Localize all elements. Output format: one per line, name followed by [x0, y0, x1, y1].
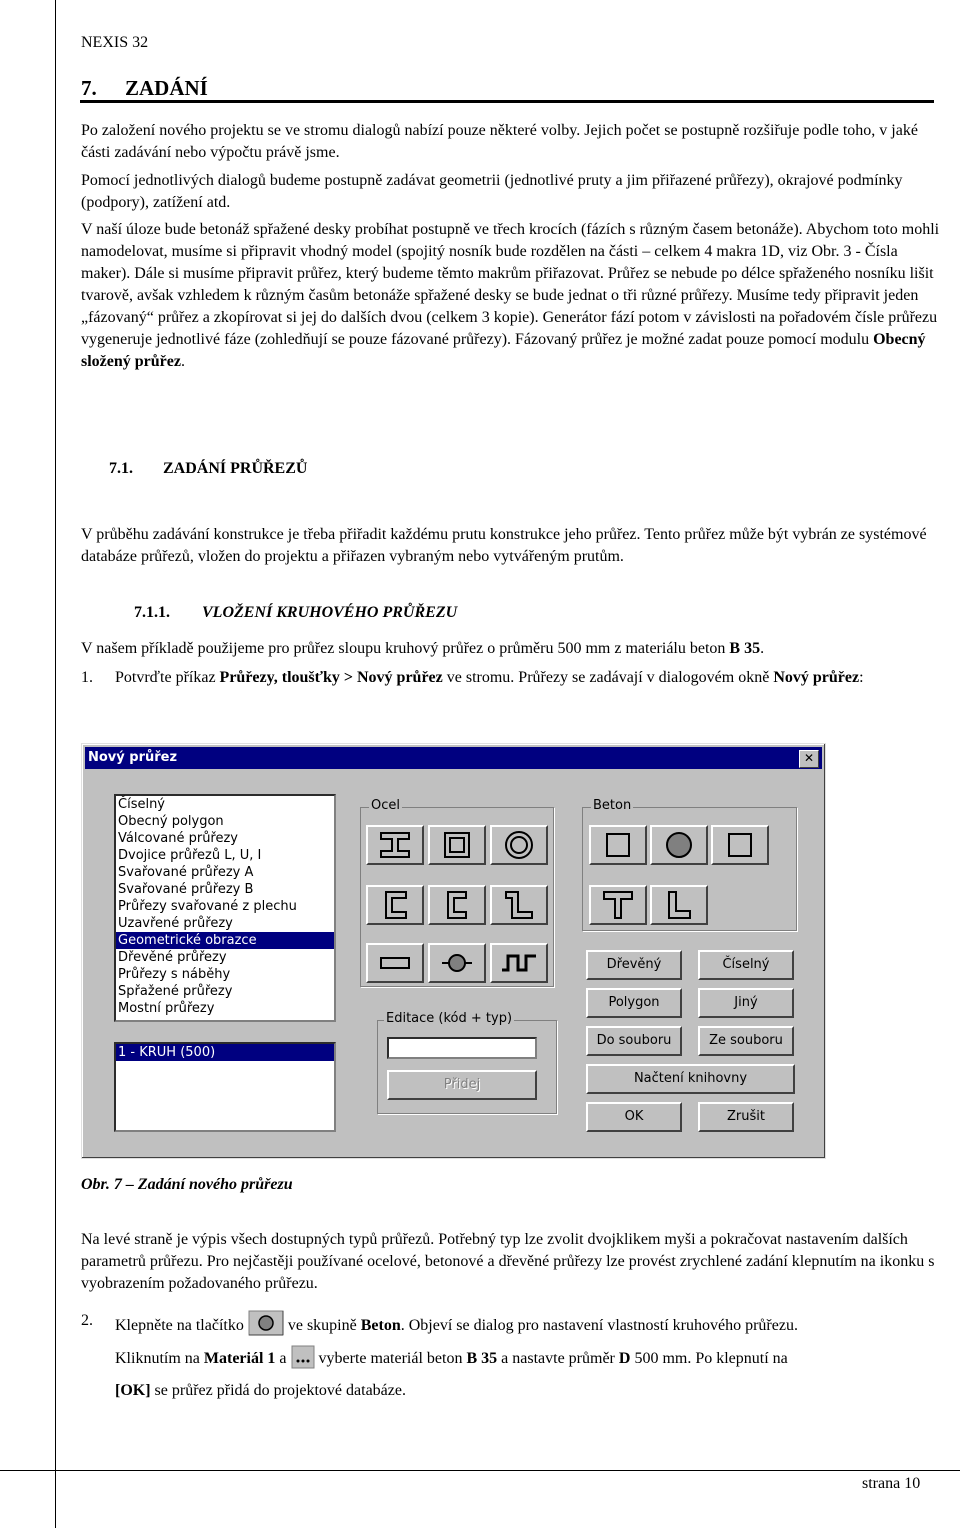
concrete-l-section-button[interactable]	[650, 885, 708, 925]
chapter-number: 7.	[81, 76, 97, 100]
new-section-dialog	[81, 743, 826, 1159]
intro-paragraph-2: Pomocí jednotlivých dialogů budeme postupně zadávat geometrii (jednotlivé pruty a jim přiřazené průřezy), okrajové podmínky (podpory), zatížení atd.	[81, 172, 903, 211]
steel-i-section-button[interactable]	[366, 825, 424, 865]
step-2-number: 2.	[81, 1312, 93, 1329]
after-figure-paragraph: Na levé straně je výpis všech dostupných typů průřezů. Potřebný typ lze zvolit dvojklikem myši a pokračovat nastavením dalších parametrů průřezu. Pro nejčastěji používané ocelové, betonové a dřevěné průřezy lze provést zrychlené zadání klepnutím na ikonku s vyobrazením požadovaného průřezu.	[81, 1231, 935, 1292]
ellipsis-button-icon	[291, 1345, 315, 1378]
chapter-title: ZADÁNÍ	[125, 76, 208, 100]
timber-button[interactable]: Dřevěný	[586, 950, 682, 980]
list-item[interactable]: Svařované průřezy B	[118, 882, 254, 897]
list-item[interactable]: Svařované průřezy A	[118, 865, 254, 880]
step-1-text	[115, 667, 945, 689]
steel-box-section-button[interactable]	[428, 825, 486, 865]
numeric-button[interactable]: Číselný	[698, 950, 794, 980]
load-from-file-button[interactable]: Ze souboru	[698, 1026, 794, 1056]
steel-channel-section-button[interactable]	[366, 885, 424, 925]
step2-a: Klepněte na tlačítko	[115, 1317, 248, 1334]
intro-paragraph-3	[81, 219, 941, 373]
steel-round-bar-button[interactable]	[428, 943, 486, 983]
footer-rule	[0, 1470, 960, 1471]
list-item[interactable]: Průřezy s náběhy	[118, 967, 231, 982]
chapter-rule	[80, 100, 934, 103]
dialog-titlebar	[85, 747, 822, 769]
step2-b: ve skupině	[283, 1317, 361, 1334]
list-item[interactable]: Dvojice průřezů L, U, I	[118, 848, 262, 863]
intro-p3-end: .	[180, 353, 185, 370]
section-heading	[109, 460, 307, 478]
step-2-text	[115, 1310, 945, 1404]
polygon-button[interactable]: Polygon	[586, 988, 682, 1018]
other-button[interactable]: Jiný	[698, 988, 794, 1018]
project-section-list[interactable]	[114, 1042, 336, 1132]
load-library-button[interactable]: Načtení knihovny	[586, 1064, 795, 1094]
save-to-file-button[interactable]: Do souboru	[586, 1026, 682, 1056]
subsection-title: VLOŽENÍ KRUHOVÉHO PRŮŘEZU	[202, 604, 458, 621]
step2-i: B 35	[466, 1350, 498, 1367]
step1-b: Průřezy, tloušťky > Nový průřez	[219, 669, 443, 686]
sub-text: V našem příkladě použijeme pro průřez sloupu kruhový průřez o průměru 500 mm z materiálu beton	[81, 640, 730, 657]
steel-z-section-button[interactable]	[490, 885, 548, 925]
step-1-number: 1.	[81, 669, 93, 686]
chapter-heading	[81, 76, 208, 101]
step1-c: ve stromu. Průřezy se zadávají v dialogovém okně	[442, 669, 774, 686]
steel-sheet-pile-button[interactable]	[490, 943, 548, 983]
steel-group-label: Ocel	[371, 798, 400, 813]
step2-o: se průřez přidá do projektové databáze.	[150, 1382, 406, 1399]
concrete-group-label: Beton	[593, 798, 632, 813]
concrete-t-section-button[interactable]	[589, 885, 647, 925]
list-item[interactable]: Číselný	[118, 797, 166, 812]
sub-text-end: .	[760, 640, 765, 657]
step2-g: a	[275, 1350, 291, 1367]
steel-c-section-button[interactable]	[428, 885, 486, 925]
concrete-circle-icon	[248, 1310, 284, 1345]
intro-p3-text: V naší úloze bude betonáž spřažené desky probíhat postupně ve třech krocích (fázích s různým časem betonáže). Abychom toto mohli namodelovat, musíme si připravit vhodný model (spojitý nosník bude rozdělen na části – celkem 4 makra 1D, viz Obr. 3 - Čísla maker). Dále si musíme připravit průřez, který budeme těmto makrům přiřazovat. Průřez se nebude po délce spřaženého nosníku lišit tvarově, avšak vzhledem k různým časům betonáže spřažené desky se bude jednat o tři různé průřezy. Musíme tedy připravit jeden „fázovaný“ průřez a zkopírovat si jej do dalších dvou (celkem 3 kopie). Generátor fází potom v závislosti na pořadovém čísle průřezu vygeneruje jednotlivé fáze (zohledňují se pouze fázované průřezy). Fázovaný průřez je možné zadat pouze pomocí modulu	[81, 221, 940, 348]
step2-d: . Objeví se dialog pro nastavení vlastností kruhového průřezu.	[400, 1317, 798, 1334]
list-item[interactable]: Obecný polygon	[118, 814, 224, 829]
section-type-list[interactable]	[114, 794, 336, 1022]
sub-text-bold: B 35	[729, 640, 761, 657]
list-item[interactable]: Válcované průřezy	[118, 831, 239, 846]
list-item[interactable]: Geometrické obrazce	[116, 932, 334, 949]
list-item[interactable]: Spřažené průřezy	[118, 984, 233, 999]
figure-caption: Obr. 7 – Zadání nového průřezu	[81, 1176, 293, 1193]
list-item[interactable]: Uzavřené průřezy	[118, 916, 233, 931]
step2-c: Beton	[360, 1317, 401, 1334]
edit-group-label: Editace (kód + typ)	[386, 1011, 513, 1026]
ok-button[interactable]: OK	[586, 1102, 682, 1132]
close-icon[interactable]: ✕	[799, 750, 819, 768]
concrete-rect-section-button[interactable]	[589, 825, 647, 865]
step2-k: D	[618, 1350, 631, 1367]
concrete-rect-alt-section-button[interactable]	[711, 825, 769, 865]
add-button[interactable]: Přidej	[387, 1070, 537, 1100]
section-paragraph: V průběhu zadávání konstrukce je třeba přiřadit každému prutu konstrukce jeho průřez. Tento průřez může být vybrán ze systémové databáze průřezů, vložen do projektu a přiřazen vybraným nebo vytvářeným prutům.	[81, 526, 927, 565]
steel-flat-bar-button[interactable]	[366, 943, 424, 983]
step2-h: vyberte materiál beton	[314, 1350, 467, 1367]
code-type-input[interactable]	[387, 1037, 537, 1059]
subsection-heading	[134, 604, 457, 622]
project-list-item[interactable]: 1 - KRUH (500)	[116, 1044, 334, 1061]
margin-line	[55, 0, 56, 1528]
step2-e: Kliknutím na	[115, 1350, 204, 1367]
step2-j: a nastavte průměr	[497, 1350, 619, 1367]
page-number: strana 10	[862, 1475, 921, 1492]
step2-m: [OK]	[115, 1382, 151, 1399]
step1-a: Potvrďte příkaz	[115, 669, 220, 686]
intro-p3-bold: Obecný složený průřez	[81, 331, 926, 370]
page-header: NEXIS 32	[81, 34, 149, 51]
step2-l: 500 mm. Po klepnutí na	[630, 1350, 788, 1367]
dialog-title: Nový průřez	[88, 750, 178, 765]
list-item[interactable]: Průřezy svařované z plechu	[118, 899, 297, 914]
step1-e: :	[859, 669, 864, 686]
subsection-number: 7.1.1.	[134, 604, 170, 621]
section-title: ZADÁNÍ PRŮŘEZŮ	[163, 460, 308, 477]
step1-d: Nový průřez	[773, 669, 860, 686]
section-number: 7.1.	[109, 460, 133, 477]
intro-paragraph-1: Po založení nového projektu se ve stromu dialogů nabízí pouze některé volby. Jejich počet se postupně rozšiřuje podle toho, v jaké části zadávání nebo výpočtu právě jsme.	[81, 122, 918, 161]
steel-tube-section-button[interactable]	[490, 825, 548, 865]
concrete-circle-section-button[interactable]	[650, 825, 708, 865]
step2-f: Materiál 1	[203, 1350, 276, 1367]
cancel-button[interactable]: Zrušit	[698, 1102, 794, 1132]
list-item[interactable]: Mostní průřezy	[118, 1001, 215, 1016]
subsection-paragraph	[81, 638, 941, 660]
list-item[interactable]: Dřevěné průřezy	[118, 950, 227, 965]
